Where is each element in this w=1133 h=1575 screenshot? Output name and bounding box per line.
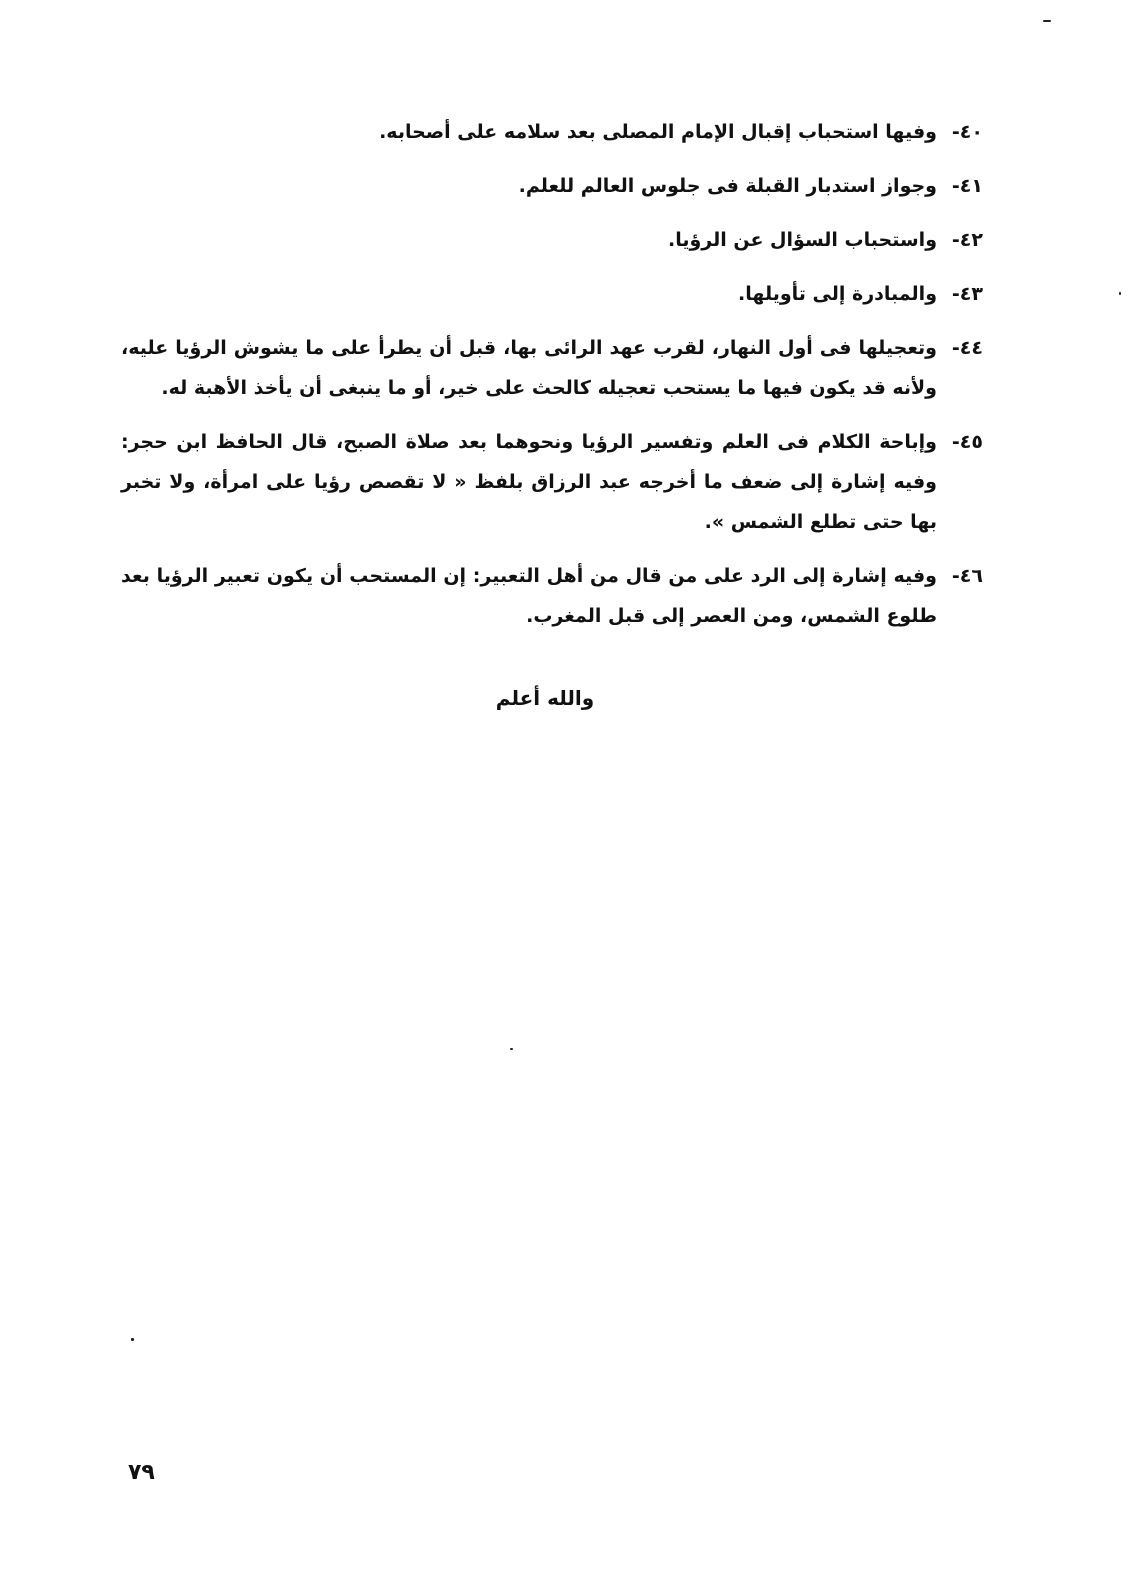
scan-speck: [131, 1338, 134, 1341]
item-number: ٤٣-: [951, 283, 983, 305]
item-text: وفيها استحباب إقبال الإمام المصلى بعد سلامه على أصحابه.: [379, 121, 937, 143]
item-text: وفيه إشارة إلى الرد على من قال من أهل التعبير: إن المستحب أن يكون تعبير الرؤيا بعد طلوع الشمس، ومن العصر إلى قبل المغرب.: [121, 565, 937, 627]
list-item-43: [121, 274, 983, 314]
list-item-41: [121, 166, 983, 206]
page-number: ٧٩: [128, 1460, 155, 1485]
item-number: ٤٠-: [951, 121, 983, 143]
item-text: وتعجيلها فى أول النهار، لقرب عهد الرائى بها، قبل أن يطرأ على ما يشوش الرؤيا عليه، ولأنه قد يكون فيها ما يستحب تعجيله كالحث على خير، أو ما ينبغى أن يأخذ الأهبة له.: [121, 337, 937, 399]
item-number: ٤٤-: [951, 337, 983, 359]
numbered-list: [121, 112, 983, 650]
item-number: ٤٥-: [951, 431, 983, 453]
item-number: ٤٦-: [951, 565, 983, 587]
item-text: واستحباب السؤال عن الرؤيا.: [667, 229, 937, 251]
list-item-46: [121, 556, 983, 636]
item-number: ٤١-: [951, 175, 983, 197]
list-item-40: [121, 112, 983, 152]
item-text: وإباحة الكلام فى العلم وتفسير الرؤيا ونحوهما بعد صلاة الصبح، قال الحافظ ابن حجر: وفيه إشارة إلى ضعف ما أخرجه عبد الرزاق بلفظ « لا تقصص رؤيا على امرأة، ولا تخبر بها حتى تطلع الشمس ».: [121, 431, 937, 533]
scan-speck: [510, 1048, 513, 1050]
closing-phrase: والله أعلم: [495, 686, 595, 710]
list-item-42: [121, 220, 983, 260]
item-text: وجواز استدبار القبلة فى جلوس العالم للعلم.: [518, 175, 937, 197]
item-text: والمبادرة إلى تأويلها.: [738, 283, 937, 305]
item-number: ٤٢-: [951, 229, 983, 251]
list-item-44: [121, 328, 983, 408]
scan-speck: [1119, 292, 1121, 295]
scan-speck: [1043, 20, 1051, 22]
list-item-45: [121, 422, 983, 542]
